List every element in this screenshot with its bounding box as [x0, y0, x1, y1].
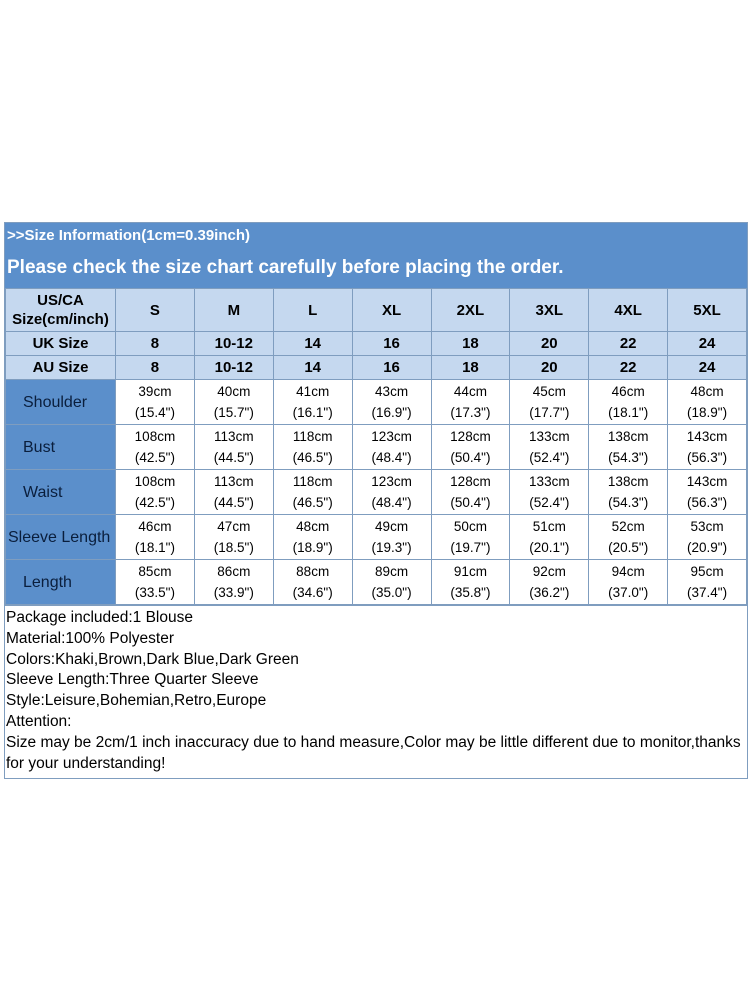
size-header-3xl: 3XL [510, 289, 589, 332]
inch-value: (33.9") [213, 585, 254, 600]
measurement-cell [116, 425, 195, 470]
inch-value: (52.4") [529, 495, 570, 510]
inch-value: (19.3") [371, 540, 412, 555]
measurement-cell [668, 470, 747, 515]
cm-value: 128cm [450, 429, 491, 444]
measurement-cell [589, 380, 668, 425]
cm-value: 39cm [138, 384, 172, 399]
uk-size-label: UK Size [6, 332, 116, 356]
sleeve-info: Sleeve Length:Three Quarter Sleeve [6, 671, 259, 689]
measurement-cell [589, 425, 668, 470]
measurement-label: Waist [6, 470, 116, 515]
measurement-cell [273, 425, 352, 470]
measurement-cell [431, 560, 510, 605]
uk-size-value: 24 [668, 332, 747, 356]
inch-value: (46.5") [292, 450, 333, 465]
inch-value: (37.4") [687, 585, 728, 600]
uk-size-value: 20 [510, 332, 589, 356]
measurement-cell [431, 515, 510, 560]
uk-size-row [6, 332, 747, 356]
cm-value: 94cm [611, 564, 645, 579]
measurement-row [6, 560, 747, 605]
cm-value: 41cm [296, 384, 330, 399]
cm-value: 123cm [371, 429, 412, 444]
measurement-row [6, 425, 747, 470]
cm-value: 133cm [529, 429, 570, 444]
measurement-label: Length [6, 560, 116, 605]
uk-size-value: 22 [589, 332, 668, 356]
measurement-cell [510, 515, 589, 560]
measurement-cell [194, 515, 273, 560]
inch-value: (33.5") [134, 585, 175, 600]
au-size-row [6, 356, 747, 380]
inch-value: (17.7") [529, 405, 570, 420]
cm-value: 46cm [611, 384, 645, 399]
measurement-cell [352, 470, 431, 515]
measurement-cell [273, 380, 352, 425]
measurement-row [6, 380, 747, 425]
cm-value: 133cm [529, 474, 570, 489]
cm-value: 91cm [453, 564, 487, 579]
inch-value: (56.3") [687, 495, 728, 510]
measurement-cell [352, 560, 431, 605]
measurement-cell [589, 515, 668, 560]
measurement-cell [668, 515, 747, 560]
disclaimer-text: Size may be 2cm/1 inch inaccuracy due to hand measure,Color may be little different due to monitor,thanks for your understanding! [6, 733, 741, 772]
measurement-cell [352, 380, 431, 425]
inch-value: (50.4") [450, 450, 491, 465]
cm-value: 108cm [134, 429, 176, 444]
au-size-value: 14 [273, 356, 352, 380]
inch-value: (18.1") [134, 540, 175, 555]
cm-value: 143cm [686, 429, 728, 444]
measurement-label: Bust [6, 425, 116, 470]
cm-value: 138cm [607, 429, 649, 444]
package-info: Package included:1 Blouse [6, 609, 193, 626]
size-check-warning: Please check the size chart carefully before placing the order. [7, 257, 564, 278]
size-header-s: S [116, 289, 195, 332]
inch-value: (17.3") [450, 405, 491, 420]
inch-value: (18.9") [687, 405, 728, 420]
cm-value: 85cm [138, 564, 172, 579]
inch-value: (18.5") [213, 540, 254, 555]
au-size-value: 24 [668, 356, 747, 380]
inch-value: (56.3") [687, 450, 728, 465]
size-header-2xl: 2XL [431, 289, 510, 332]
inch-value: (20.5") [608, 540, 649, 555]
cm-value: 143cm [686, 474, 728, 489]
cm-value: 51cm [532, 519, 566, 534]
cm-value: 49cm [375, 519, 409, 534]
measurement-row [6, 470, 747, 515]
size-header-m: M [194, 289, 273, 332]
measurement-cell [194, 470, 273, 515]
measurement-cell [668, 380, 747, 425]
cm-value: 46cm [138, 519, 172, 534]
size-info-banner [5, 223, 747, 288]
cm-value: 47cm [217, 519, 251, 534]
size-table [5, 288, 747, 605]
measurement-cell [116, 470, 195, 515]
au-size-value: 8 [116, 356, 195, 380]
cm-value: 43cm [375, 384, 409, 399]
inch-value: (54.3") [608, 450, 649, 465]
cm-value: 128cm [450, 474, 491, 489]
uk-size-value: 8 [116, 332, 195, 356]
inch-value: (15.4") [134, 405, 175, 420]
measurement-cell [352, 515, 431, 560]
material-info: Material:100% Polyester [6, 629, 174, 647]
cm-value: 52cm [611, 519, 645, 534]
cm-value: 53cm [690, 519, 724, 534]
inch-value: (44.5") [213, 450, 254, 465]
measurement-label: Sleeve Length [6, 515, 116, 560]
measurement-cell [510, 380, 589, 425]
au-size-value: 16 [352, 356, 431, 380]
measurement-cell [589, 470, 668, 515]
size-chart [4, 222, 748, 779]
measurement-cell [668, 560, 747, 605]
uk-size-value: 18 [431, 332, 510, 356]
cm-value: 89cm [375, 564, 409, 579]
inch-value: (19.7") [450, 540, 491, 555]
size-info-title: >>Size Information(1cm=0.39inch) [7, 227, 250, 244]
corner-label: US/CA Size(cm/inch) [6, 289, 116, 332]
au-size-label: AU Size [6, 356, 116, 380]
cm-value: 123cm [371, 474, 412, 489]
inch-value: (18.9") [292, 540, 333, 555]
us-size-row [6, 289, 747, 332]
inch-value: (54.3") [608, 495, 649, 510]
inch-value: (46.5") [292, 495, 333, 510]
inch-value: (18.1") [608, 405, 649, 420]
cm-value: 92cm [532, 564, 566, 579]
measurement-row [6, 515, 747, 560]
cm-value: 45cm [532, 384, 566, 399]
inch-value: (15.7") [213, 405, 254, 420]
inch-value: (37.0") [608, 585, 649, 600]
measurement-cell [431, 380, 510, 425]
inch-value: (50.4") [450, 495, 491, 510]
au-size-value: 20 [510, 356, 589, 380]
cm-value: 95cm [690, 564, 724, 579]
measurement-cell [668, 425, 747, 470]
inch-value: (20.1") [529, 540, 570, 555]
measurement-cell [510, 470, 589, 515]
inch-value: (48.4") [371, 450, 412, 465]
size-header-xl: XL [352, 289, 431, 332]
inch-value: (35.8") [450, 585, 491, 600]
inch-value: (16.9") [371, 405, 412, 420]
au-size-value: 10-12 [194, 356, 273, 380]
measurement-cell [510, 425, 589, 470]
cm-value: 118cm [292, 429, 333, 444]
measurement-cell [116, 380, 195, 425]
cm-value: 50cm [453, 519, 487, 534]
colors-info: Colors:Khaki,Brown,Dark Blue,Dark Green [6, 650, 299, 668]
cm-value: 88cm [296, 564, 330, 579]
inch-value: (52.4") [529, 450, 570, 465]
inch-value: (44.5") [213, 495, 254, 510]
au-size-value: 18 [431, 356, 510, 380]
inch-value: (36.2") [529, 585, 570, 600]
cm-value: 118cm [292, 474, 333, 489]
cm-value: 113cm [214, 474, 254, 489]
inch-value: (42.5") [134, 495, 175, 510]
cm-value: 138cm [607, 474, 649, 489]
cm-value: 48cm [296, 519, 330, 534]
measurement-cell [273, 515, 352, 560]
uk-size-value: 14 [273, 332, 352, 356]
size-header-l: L [273, 289, 352, 332]
au-size-value: 22 [589, 356, 668, 380]
inch-value: (34.6") [292, 585, 333, 600]
measurement-cell [431, 470, 510, 515]
cm-value: 108cm [134, 474, 176, 489]
cm-value: 40cm [217, 384, 251, 399]
measurement-cell [194, 380, 273, 425]
measurement-cell [273, 470, 352, 515]
inch-value: (48.4") [371, 495, 412, 510]
measurement-cell [431, 425, 510, 470]
measurement-cell [116, 515, 195, 560]
inch-value: (20.9") [687, 540, 728, 555]
size-header-4xl: 4XL [589, 289, 668, 332]
cm-value: 86cm [217, 564, 251, 579]
product-notes [5, 605, 747, 778]
measurement-cell [194, 560, 273, 605]
size-header-5xl: 5XL [668, 289, 747, 332]
cm-value: 44cm [453, 384, 487, 399]
measurement-cell [194, 425, 273, 470]
measurement-cell [273, 560, 352, 605]
style-info: Style:Leisure,Bohemian,Retro,Europe [6, 692, 267, 710]
measurement-cell [589, 560, 668, 605]
measurement-cell [510, 560, 589, 605]
cm-value: 48cm [690, 384, 724, 399]
uk-size-value: 16 [352, 332, 431, 356]
inch-value: (35.0") [371, 585, 412, 600]
uk-size-value: 10-12 [194, 332, 273, 356]
inch-value: (16.1") [292, 405, 333, 420]
measurement-cell [352, 425, 431, 470]
cm-value: 113cm [214, 429, 254, 444]
attention-label: Attention: [6, 712, 72, 730]
measurement-cell [116, 560, 195, 605]
measurement-label: Shoulder [6, 380, 116, 425]
inch-value: (42.5") [134, 450, 175, 465]
